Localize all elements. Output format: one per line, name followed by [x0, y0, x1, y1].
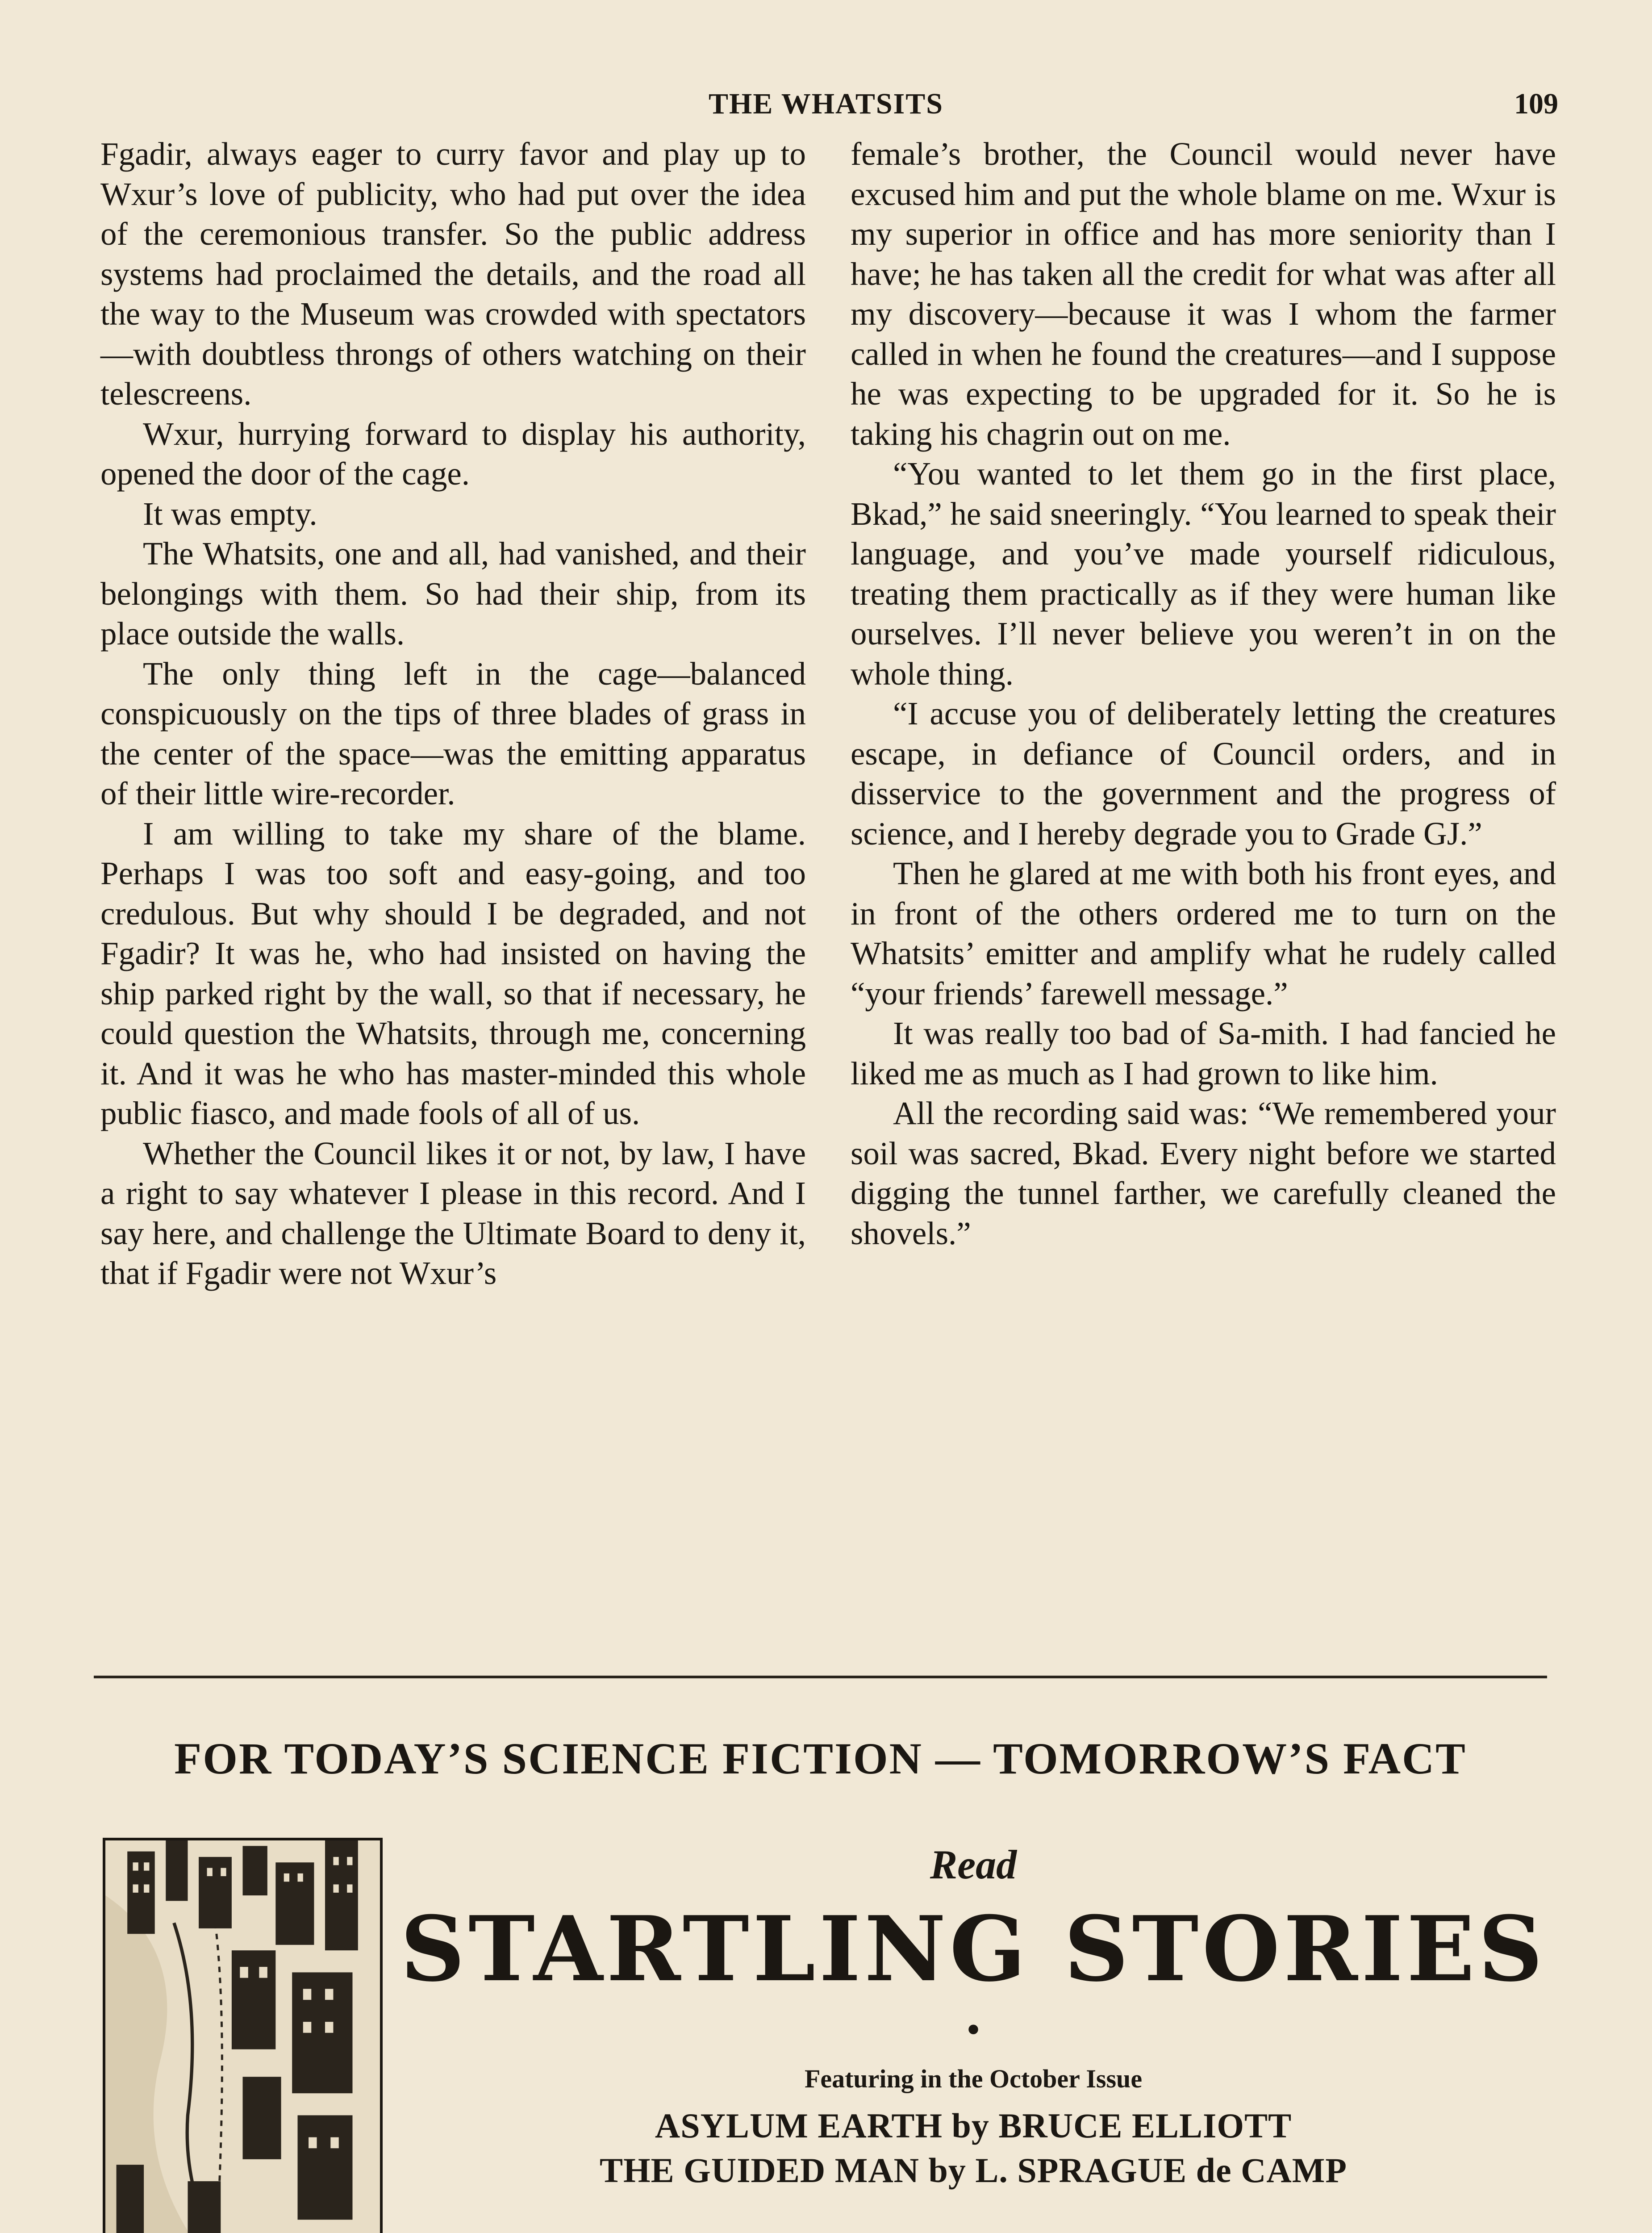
section-divider	[94, 1676, 1547, 1678]
ad-tagline: FOR TODAY’S SCIENCE FICTION — TOMORROW’S FACT	[174, 1734, 1467, 1783]
paragraph: It was really too bad of Sa-mith. I had fancied he liked me as much as I had grown to like him.	[851, 1015, 1556, 1091]
paragraph: The Whatsits, one and all, had vanished, and their belongings with them. So had their ship, from its place outside the walls.	[100, 535, 806, 652]
city-illustration	[103, 1838, 383, 2233]
left-column	[100, 134, 806, 1293]
paragraph: Whether the Council likes it or not, by law, I have a right to say whatever I please in this record. And I say here, and challenge the Ultimate Board to deny it, that if Fgadir were not Wxur’s	[100, 1135, 806, 1291]
paragraph: I am willing to take my share of the blame. Perhaps I was too soft and easy-going, and too credulous. But why should I be degraded, and not Fgadir? It was he, who had insisted on having the ship parked right by the wall, so that if necessary, he could question the Whatsits, through me, concerning it. And it was he who has master-minded this whole public fiasco, and made fools of all of us.	[100, 815, 806, 1131]
paragraph: “You wanted to let them go in the first place, Bkad,” he said sneeringly. “You learned to speak their language, and you’ve made yourself ridiculous, treating them practically as if they were human like ourselves. I’ll never believe you weren’t in on the whole thing.	[851, 456, 1556, 692]
right-column	[851, 134, 1556, 1253]
bullet-separator: •	[966, 2007, 980, 2052]
paragraph: Then he glared at me with both his front eyes, and in front of the others ordered me to turn on the Whatsits’ emitter and amplify what he rudely called “your friends’ farewell message.”	[851, 855, 1556, 1012]
magazine-title: STARTLING STORIES	[400, 1897, 1547, 2002]
ad-copy	[397, 1836, 1549, 2233]
paragraph: The only thing left in the cage—balanced conspicuously on the tips of three blades of grass in the center of the space—was the emitting apparatus of their little wire-recorder.	[100, 655, 806, 811]
paragraph: Fgadir, always eager to curry favor and play up to Wxur’s love of publicity, who had put over the idea of the ceremonious transfer. So the public address systems had proclaimed the details, and the road all the way to the Museum was crowded with spectators—with doubtless throngs of others watching on their telescreens.	[100, 136, 806, 412]
running-title: THE WHATSITS	[709, 88, 943, 120]
paragraph: Wxur, hurrying forward to display his authority, opened the door of the cage.	[100, 415, 806, 492]
page-number: 109	[1514, 88, 1558, 120]
paragraph: It was empty.	[143, 495, 317, 532]
city-skyline-drawing	[105, 1840, 380, 2233]
running-head	[0, 87, 1652, 127]
ad-read: Read	[930, 1842, 1017, 1887]
featuring-line: Featuring in the October Issue	[804, 2064, 1143, 2093]
featured-story: ASYLUM EARTH by BRUCE ELLIOTT	[655, 2106, 1292, 2145]
paragraph: female’s brother, the Council would never have excused him and put the whole blame on me. Wxur is my superior in office and has more seniority than I have; he has taken all the credit for what was after all my discovery—because it was I whom the farmer called in when he found the creatures—and I suppose he was expecting to be upgraded for it. So he is taking his chagrin out on me.	[851, 136, 1556, 452]
paragraph: “I accuse you of deliberately letting the creatures escape, in defiance of Council orders, and in disservice to the government and the progress of science, and I hereby degrade you to Grade GJ.”	[851, 695, 1556, 852]
paragraph: All the recording said was: “We remembered your soil was sacred, Bkad. Every night before we started digging the tunnel farther, we carefully cleaned the shovels.”	[851, 1095, 1556, 1251]
featured-story: THE GUIDED MAN by L. SPRAGUE de CAMP	[599, 2151, 1347, 2190]
